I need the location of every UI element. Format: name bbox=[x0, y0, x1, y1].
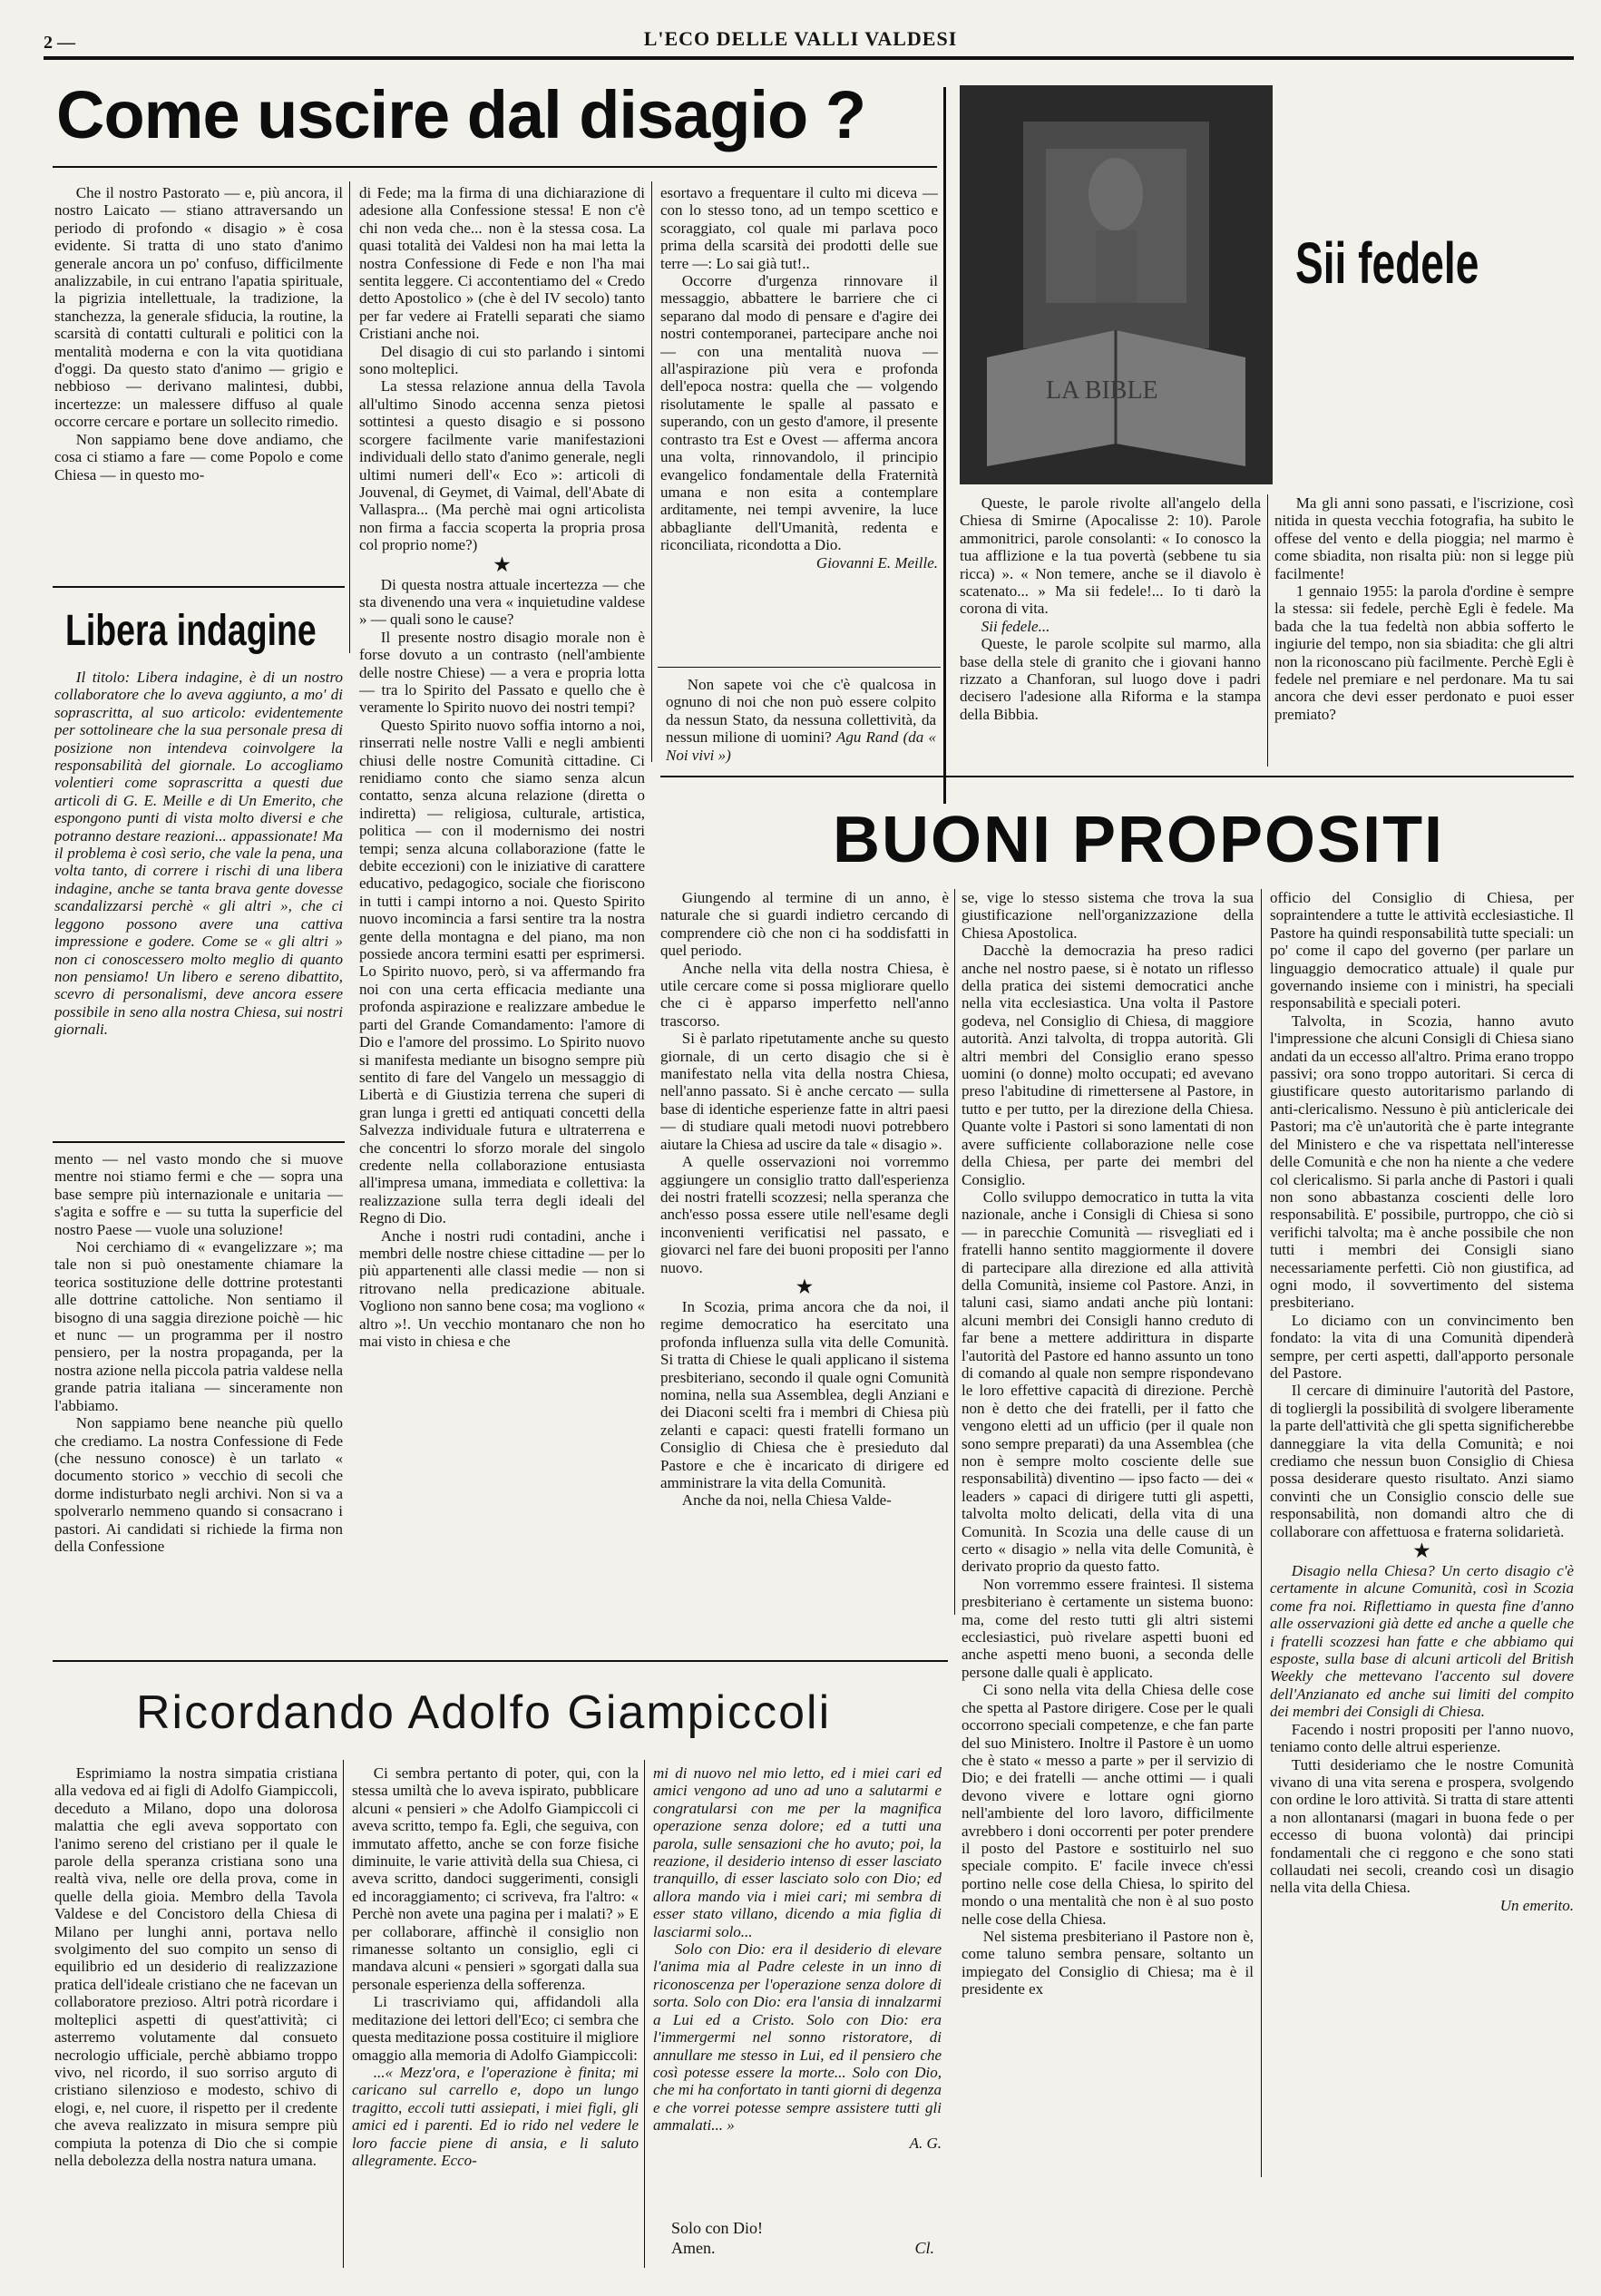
separator-star: ★ bbox=[1413, 1541, 1430, 1562]
buoni-col-1 bbox=[660, 889, 949, 1633]
paragraph: Lo diciamo con un convincimento ben fondato: la vita di una Comunità dipenderà sempre, per certi aspetti, dall'apporto personale del Pastore. bbox=[1270, 1311, 1574, 1382]
quote-box bbox=[666, 676, 936, 767]
paragraph: Tutti desideriamo che le nostre Comunità vivano di una vita serena e prospera, svolgendo con ordine le loro attività. Si tratta di stare attenti a non allontanarsi (magari in buona fede o per eccesso di buona volontà) dai principi fondamentali che ci reggono e che sono stati collaudati nei secoli, creando così un disagio nella vita della Chiesa. bbox=[1270, 1755, 1574, 1897]
quote-text: Non sapete voi che c'è qualcosa in ognuno di noi che non può essere colpito da nessun Stato, da nessuna collettività, da nessun milione di uomini? bbox=[666, 676, 936, 747]
photo-inscription: LA BIBLE bbox=[1046, 376, 1158, 405]
buoni-col-3 bbox=[1270, 889, 1574, 2286]
box-rule bbox=[53, 586, 345, 588]
paragraph: Occorre d'urgenza rinnovare il messaggio, abbattere le barriere che ci separano dal modo di pensare e d'agire dei nostri contemporanei, partecipare anche noi — con una mentalità nuova — all'aspirazione più vera e profonda dell'epoca nostra: quella che — volgendo risolutamente le spalle al passato e superando, con un gesto d'amore, il presente contrasto tra Est e Ovest — afferma ancora una volta, rinnovandolo, il principio evangelico fondamentale della Fraternità umana e non esita a contemplare arditamente, nei tempi avvenire, la luce abbagliante dell'Umanità, redenta e riconciliata, ricondotta a Dio. bbox=[660, 272, 938, 554]
poem-block bbox=[671, 2218, 934, 2258]
paragraph: In Scozia, prima ancora che da noi, il regime democratico ha esercitato una profonda influenza sulla vita delle Comunità. Si tratta di Chiese le quali applicano il sistema presbiteriano, secondo il quale ogni Comunità nomina, nella sua Assemblea, degli Anziani e dei Diaconi scelti fra i membri di Chiesa più zelanti e capaci: questi fratelli formano un Consiglio di Chiesa che è presieduto dal Pastore e che è incaricato di dirigere ed amministrare la vita della Comunità. bbox=[660, 1297, 949, 1491]
separator-star: ★ bbox=[796, 1276, 813, 1297]
paragraph: Queste, le parole scolpite sul marmo, alla base della stele di granito che i giovani hanno rizzato a Chanforan, sul luogo dove i padri decisero l'adesione alla Riforma e la stampa della Bibbia. bbox=[960, 635, 1261, 723]
paragraph: Questo Spirito nuovo soffia intorno a noi, rinserrati nelle nostre Valli e negli ambienti chiusi delle nostre Comunità cittadine. Ci renidiamo conto che siamo senza alcun contatto, senza alcuna relazione (diretta o indiretta) — religiosa, culturale, artistica, politica — con il modernismo dei nostri tempi; senza alcuna collaborazione (fatte le debite eccezioni) con le iniziative di carattere educativo, pedagogico, sociale che fioriscono in tutti i campi intorno a noi. Questo Spirito nuovo incomincia a farsi sentire tra la nostra gente della montagna e del piano, ma non possiede ancora termini esatti per esprimersi. Lo Spirito nuovo, però, si va affermando fra noi con una certa efficacia mediante una profonda aspirazione e realizzare ambedue le parti del Grande Comandamento: l'amore di Dio e l'amore del prossimo. Lo Spirito nuovo si manifesta mediante un bisogno sempre più sentito di fare del Vangelo un messaggio di Libertà e di Giustizia terrena che superi di gran lunga i gretti ed antiquati concetti della Salvezza individuale futura e ultraterrena e che concentri lo sforzo morale del singolo credente nella collaborazione entusiasta all'impresa umana, immediata e collettiva: la realizzazione sulla terra degli ideali del Regno di Dio. bbox=[359, 716, 645, 1227]
paragraph: esortavo a frequentare il culto mi diceva — con lo stesso tono, ad un tempo scettico e scoraggiato, col quale mi parlava poco prima della scarsità dei prodotti delle sue terre —: Lo sai già tut!.. bbox=[660, 184, 938, 272]
paragraph: ...« Mezz'ora, e l'operazione è finita; mi caricano sul carrello e, dopo un lungo tragitto, eccoli tutti assiepati, i miei figli, gli amici ed i parenti. Ed io rido nel vedere le loro faccie piene di ansia, e li saluto allegramente. Ecco- bbox=[352, 2063, 639, 2169]
headline-come-uscire: Come uscire dal disagio ? bbox=[56, 77, 866, 152]
monument-photo bbox=[960, 85, 1273, 484]
headline-sii-fedele: Sii fedele bbox=[1295, 230, 1479, 296]
headline-buoni-propositi: BUONI PROPOSITI bbox=[833, 804, 1445, 876]
giampiccoli-col-3 bbox=[653, 1764, 942, 2168]
poem-line: Solo con Dio! bbox=[671, 2219, 763, 2237]
headline-rule bbox=[53, 166, 937, 168]
box-rule bbox=[53, 1141, 345, 1143]
paragraph: Ma gli anni sono passati, e l'iscrizione, così nitida in questa vecchia fotografia, ha subito le offese del vento e della pioggia; nel marmo è come sbiadita, non risalta più: non si legge più facilmente! bbox=[1274, 494, 1574, 582]
paragraph: Non sappiamo bene neanche più quello che crediamo. La nostra Confessione di Fede (che nessuno conosce) è un tarlato « documento storico » vecchio di secoli che dorme indisturbato negli archivi. Non si va a spolverarlo nemmeno quando si consacrano i pastori. Ai candidati si richiede la firma non della Confessione bbox=[54, 1414, 343, 1555]
newspaper-title: L'ECO DELLE VALLI VALDESI bbox=[643, 27, 958, 50]
quote-author: Agu Rand (da « Noi vivi ») bbox=[666, 728, 936, 764]
headline-libera-indagine: Libera indagine bbox=[65, 607, 317, 655]
paragraph: Disagio nella Chiesa? Un certo disagio c'è certamente in alcune Comunità, così in Scozia come fra noi. Riflettiamo in questa fine d'anno alle osservazioni già dette ed anche a quelle che i fratelli scozzesi han fatte e che abbiamo qui esposte, sulla base di alcuni articoli del British Weekly che mettevano l'accento sul dovere dell'Anzianato ed anche sui limiti del compito dei membri dei Consigli di Chiesa. bbox=[1270, 1562, 1574, 1721]
giampiccoli-col-1 bbox=[54, 1764, 337, 2268]
col-rule bbox=[644, 1760, 645, 2268]
paragraph: di Fede; ma la firma di una dichiarazione di adesione alla Confessione stessa! E non c'è chi non veda che... non è la stessa cosa. La quasi totalità dei Valdesi non ha mai letta la nostra Confessione di Fede e non l'ha mai sentita leggere. Ci accontentiamo del « Credo detto Apostolico » (che è del IV secolo) tanto per far vedere ai Fratelli separati che siamo Cristiani anche noi. bbox=[359, 184, 645, 343]
paragraph: Collo sviluppo democratico in tutta la vita nazionale, anche i Consigli di Chiesa si sono — in parecchie Comunità — risvegliati ed i fratelli hanno sentito maggiormente il dovere di partecipare alla direzione ed alla attività della Comunità, insieme col Pastore. Anzi, in taluni casi, siamo andati anche più lontani: alcuni membri dei Consigli hanno creduto di far bene a mettere addirittura in disparte l'autorità del Pastore ed hanno assunto un tono di comando al quale non sempre rispondevano le loro effettive capacità di direzione. Perchè non è detto che dei fratelli, per il fatto che vengono eletti ad un ufficio (per il quale non sono sempre preparati) da una Assemblea (che non è sempre molto cosciente delle sue responsabilità) diventino — ipso facto — dei « leaders » capaci di dirigere tutti gli aspetti, talvolta molto delicati, della vita di una Comunità. In Scozia una delle cause di un certo « disagio » nella vita delle Comunità, è derivato proprio da questo fatto. bbox=[962, 1187, 1254, 1576]
libera-indagine-text bbox=[54, 669, 343, 1122]
monument-image bbox=[960, 85, 1273, 484]
paragraph: Anche i nostri rudi contadini, anche i membri delle nostre chiese cittadine — per lo più appartenenti alle classi medie — non si ritrovano nella predicazione abituale. Vogliono non sanno bene cosa; ma vogliono « altro »!. Un vecchio montanaro che non ho mai visto in chiesa e che bbox=[359, 1226, 645, 1350]
paragraph: A quelle osservazioni noi vorremmo aggiungere un consiglio tratto dall'esperienza dei nostri fratelli scozzesi; nella speranza che anch'esso possa essere utile nell'esame degli inconvenienti verificatisi nel passato, e giovarci nel fare dei buoni propositi per l'anno nuovo. bbox=[660, 1153, 949, 1276]
poem-last-line bbox=[671, 2238, 934, 2258]
paragraph: Sii fedele... bbox=[981, 617, 1050, 635]
paragraph: Anche nella vita della nostra Chiesa, è utile cercare come si possa migliorare quello che ci è apparso imperfetto nell'anno trascorso. bbox=[660, 959, 949, 1030]
box-rule bbox=[658, 667, 941, 668]
article-col-1 bbox=[54, 184, 343, 574]
paragraph: Anche da noi, nella Chiesa Valde- bbox=[681, 1491, 892, 1509]
article-col-2 bbox=[359, 184, 645, 1654]
headline-giampiccoli: Ricordando Adolfo Giampiccoli bbox=[136, 1686, 832, 1739]
author-signature: Giovanni E. Meille. bbox=[815, 553, 938, 572]
col-rule bbox=[954, 889, 955, 1615]
paragraph: Del disagio di cui sto parlando i sintomi sono molteplici. bbox=[359, 342, 645, 378]
paragraph: Di questa nostra attuale incertezza — che sta divenendo una vera « inquietudine valdese » — quali sono le cause? bbox=[359, 575, 645, 629]
paragraph: La stessa relazione annua della Tavola all'ultimo Sinodo accenna senza pietosi sottintesi a questo disagio e si possono scorgere facilmente varie manifestazioni individuali dello stato d'animo generale, negli ultimi numeri dell'« Eco »: articoli di Jouvenal, di Geymet, di Vaimal, dell'Abate di Vallaspra... (Ma perchè mai ogni articolista non firma a faccia scoperta la propria prosa col proprio nome?) bbox=[359, 377, 645, 554]
col-rule bbox=[943, 87, 946, 804]
buoni-col-2 bbox=[962, 889, 1254, 2286]
paragraph: mento — nel vasto mondo che si muove mentre noi stiamo fermi e che — sopra una base sempre più internazionale e unitaria — s'agita e soffre e — su tutta la superficie del nostro Paese — vuole una soluzione! bbox=[54, 1150, 343, 1238]
article-col-1-continued bbox=[54, 1150, 343, 1654]
paragraph: Non vorremmo essere fraintesi. Il sistema presbiteriano è certamente un sistema buono: ma, come del resto tutti gli altri sistemi ecclesiastici, può rivelare aspetti buoni ed anche aspetti meno buoni, a seconda delle persone dalle quali è applicato. bbox=[962, 1575, 1254, 1681]
poem-signature: Cl. bbox=[914, 2239, 934, 2257]
section-rule bbox=[53, 1660, 948, 1662]
paragraph: mi di nuovo nel mio letto, ed i miei cari ed amici vengono ad uno ad uno a salutarmi e congratularsi con me per la magnifica operazione senza dolore; ed a tutti una parola, sulle sensazioni che ho avuto; poi, la reazione, il desiderio intenso di esser lasciato tranquillo, di esser lasciato solo con Dio; ed allora mando via i miei cari; mi sembra di esser stato villano, dicendo a mia figlia di lasciarmi solo... bbox=[653, 1764, 942, 1940]
paragraph: Solo con Dio: era il desiderio di elevare l'anima mia al Padre celeste in un inno di riconoscenza per l'operazione senza dolore di sorta. Solo con Dio: era l'ansia di innalzarmi a Lui ed a Cristo. Solo con Dio: era l'immergermi nel sonno ristoratore, di annullare me stesso in Lui, ed il pensiero che così potesse essere la morte... Solo con Dio, che mi ha confortato in tanti giorni di degenza e che vorrei potesse sempre assistere tutti gli ammalati... » bbox=[653, 1940, 942, 2135]
author-signature: A. G. bbox=[909, 2134, 942, 2152]
giampiccoli-col-2 bbox=[352, 1764, 639, 2268]
separator-star: ★ bbox=[493, 554, 511, 575]
paragraph: Non sappiamo bene dove andiamo, che cosa ci stiamo a fare — come Popolo e come Chiesa — in questo mo- bbox=[54, 430, 343, 484]
paragraph: se, vige lo stesso sistema che trova la sua giustificazione nell'organizzazione della Chiesa Apostolica. bbox=[962, 889, 1254, 942]
col-rule bbox=[1267, 494, 1268, 767]
paragraph: officio del Consiglio di Chiesa, per sopraintendere a tutte le attività ecclesiastiche. Il Pastore ha quindi responsabilità tutte speciali: un po' come il capo del governo (per parlare un linguaggio democratico attuale) il quale pur governando insieme con i ministri, ha speciali responsabilità e speciali poteri. bbox=[1270, 889, 1574, 1012]
paragraph: Il presente nostro disagio morale non è forse dovuto a un contrasto (nell'ambiente delle nostre Chiese) — a vera e propria lotta — tra lo Spirito del Passato e quello che è veramente lo Spirito nuovo dei nostri tempi? bbox=[359, 628, 645, 717]
sii-fedele-col-2 bbox=[1274, 494, 1574, 767]
header-rule bbox=[44, 56, 1574, 60]
col-rule bbox=[651, 181, 652, 762]
col-rule bbox=[349, 181, 350, 653]
paragraph: Il titolo: Libera indagine, è di un nostro collaboratore che lo aveva aggiunto, a mo' di soprascritta, al suo articolo: evidentemente per sottolineare che la sua personale presa di posizione non intendeva coinvolgere la responsabilità del giornale. Lo accogliamo volentieri come soprascritta a questi due articoli di G. E. Meille e di Un Emerito, che espongono punti di vista molto diversi e che potranno destare reazioni... appassionate! Ma il problema è così serio, che vale la pena, una volta tanto, di correre i rischi di una libera indagine, anche se tanta brava gente dovesse scandalizzarsi perchè « gli altri », che ci leggono possono avere una cattiva impressione e godere. Come se « gli altri » non ci conoscessero molto meglio di quanto non pensiamo! Un libero e sereno dibattito, scevro di personalismi, deve ancora essere possibile in seno alla nostra Chiesa, sui nostri giornali. bbox=[54, 669, 343, 1039]
paragraph: Queste, le parole rivolte all'angelo della Chiesa di Smirne (Apocalisse 2: 10). Parole ammonitrici, parole consolanti: « Io conosco la tua afflizione e la tua povertà (sebbene tu sia ricca) ». « Non temere, anche se il diavolo è scatenato... » Ma sii fedele!... Io ti darò la corona di vita. bbox=[960, 494, 1261, 618]
paragraph: Li trascriviamo qui, affidandoli alla meditazione dei lettori dell'Eco; ci sembra che questa meditazione possa costituire il migliore omaggio alla memoria di Adolfo Giampiccoli: bbox=[352, 1993, 639, 2064]
paragraph: Giungendo al termine di un anno, è naturale che si guardi indietro cercando di comprendere ciò che non ci ha soddisfatti in quel periodo. bbox=[660, 889, 949, 960]
paragraph: Che il nostro Pastorato — e, più ancora, il nostro Laicato — stiano attraversando un periodo di profondo « disagio » è cosa evidente. Si tratta di uno stato d'animo generale ancora un po' confuso, difficilmente analizzabile, in cui entrano l'apatia spirituale, la pigrizia intellettuale, la tradizione, la stanchezza, la generale sfiducia, la routine, la scarsità di contatti culturali e politici con la mentalità moderna e con la vita quotidiana d'oggi. Da questo stato d'animo — grigio e nebbioso — derivano malintesi, dubbi, incertezze: un malessere diffuso al quale occorre cercare e portare un sollecito rimedio. bbox=[54, 184, 343, 431]
author-signature: Un emerito. bbox=[1499, 1896, 1574, 1914]
page-number: 2 — bbox=[44, 33, 75, 53]
paragraph: Ci sembra pertanto di poter, qui, con la stessa umiltà che lo aveva ispirato, pubblicare alcuni « pensieri » che Adolfo Giampiccoli ci aveva scritto, tempo fa. Egli, che seguiva, con immutato affetto, anche se con forze fisiche diminuite, le varie attività della sua Chiesa, ci aveva scritto, dandoci suggerimenti, consigli ed incoraggiamento; ci scriveva, fra l'altro: « Perchè non avete una pagina per i malati? » E per collaborare, affinchè il consiglio non rimanesse soltanto un consiglio, egli ci mandava alcuni « pensieri » sgorgati dalla sua personale esperienza della sofferenza. bbox=[352, 1764, 639, 1993]
paragraph bbox=[666, 676, 936, 764]
paragraph: Facendo i nostri propositi per l'anno nuovo, teniamo conto delle altrui esperienze. bbox=[1270, 1720, 1574, 1756]
article-col-3 bbox=[660, 184, 938, 679]
paragraph: 1 gennaio 1955: la parola d'ordine è sempre la stessa: sii fedele, perchè Egli è fedele. Ma bada che la tua fedeltà non abbia sofferto le ingiurie del tempo, non sia sbiadita: che gli altri non la riconoscano più facilmente. Perchè Egli è fedele nel premiare e nel perdonare. Ma tu sai ancora che devi esser perdonato e puoi esser premiato? bbox=[1274, 582, 1574, 723]
paragraph: Il cercare di diminuire l'autorità del Pastore, di togliergli la possibilità di svolgere liberamente la parte dell'attività che gli spetta significherebbe danneggiare la vita della Comunità; e noi crediamo che nessun buon Consiglio di Chiesa possa desiderare questo risultato. Anzi siamo convinti che un Consiglio conscio delle sue responsabilità, non domandi altro che di collaborare con affettuosa e fraterna solidarietà. bbox=[1270, 1382, 1574, 1540]
paragraph: Si è parlato ripetutamente anche su questo giornale, di un certo disagio che si è manifestato nella vita della nostra Chiesa, nell'anno passato. Si è anche cercato — sulla base di identiche esperienze fatte in altri paesi — di studiare quali metodi nuovi potrebbero aiutare la Chiesa ad uscire da tale « disagio ». bbox=[660, 1030, 949, 1153]
paragraph: Talvolta, in Scozia, hanno avuto l'impressione che alcuni Consigli di Chiesa siano andati da un eccesso all'altro. Prima erano troppo passivi; ora sono troppo autoritari. Si cerca di giustificare questo autoritarismo parlando di anti-clericalismo. Nessuno è più anticlericale dei Pastori; ma c'è un'autorità che è parte integrante del Ministero e che va rispettata nell'interesse delle Comunità e che non ha niente a che vedere col clericalismo. Si parla anche di Pastori i quali non sono abbastanza coscienti delle loro responsabilità. E' possibile, purtroppo, che ciò si verifichi talvolta; ma è anche possibile che non tutti i membri dei Consigli siano necessariamente perfetti. Ciò non giustifica, ad ogni modo, il sovvertimento del sistema presbiteriano. bbox=[1270, 1011, 1574, 1312]
paragraph: Esprimiamo la nostra simpatia cristiana alla vedova ed ai figli di Adolfo Giampiccoli, deceduto a Milano, dopo una dolorosa malattia che egli aveva sopportato con l'animo sereno del cristiano per il quale le parole della speranza cristiana sono una realtà viva, nelle ore della prova, come in quelle della gioia. Membro della Tavola Valdese e del Concistoro della Chiesa di Milano per lunghi anni, portava nello svolgimento del suo compito un senso di equilibrio ed un desiderio di realizzazione pratica dell'ideale cristiano che ne facevan un collaboratore prezioso. Altri potrà ricordare i molteplici aspetti di quest'attività; ci asterremo volutamente dal consueto necrologio ufficiale, perchè abbiamo troppo vivo, nel ricordo, il suo sorriso arguto di cristiano silenzioso e modesto, schivo di elogi, e, nel cuore, il rispetto per il credente che aveva realizzato in misura sempre più compiuta la potenza di Dio che si compie nella debolezza della nostra natura umana. bbox=[54, 1764, 337, 2169]
section-rule bbox=[660, 776, 1574, 777]
paragraph: Nel sistema presbiteriano il Pastore non è, come taluno sembra pensare, soltanto un impiegato del Consiglio di Chiesa; ma è il presidente ex bbox=[962, 1927, 1254, 1998]
col-rule bbox=[1261, 889, 1262, 2177]
poem-line: Amen. bbox=[671, 2239, 716, 2257]
paragraph: Ci sono nella vita della Chiesa delle cose che spetta al Pastore dirigere. Cose per le quali occorrono speciali competenze, e che fan parte del suo Ministero. Inoltre il Pastore è un uomo che è stato « messo a parte » per il servizio di Dio; e dei fratelli — anche ottimi — i quali devono vivere e lottare ogni giorno nell'ambiente del loro lavoro, difficilmente avrebbero i doni occorrenti per poter prendere il posto del Pastore e sostituirlo nel suo speciale compito. E' facile invece ch'essi portino nelle cose della Chiesa, lo spirito del mondo o una mentalità che non è al suo posto nelle cose della Chiesa. bbox=[962, 1681, 1254, 1928]
paragraph: Dacchè la democrazia ha preso radici anche nel nostro paese, si è notato un riflesso della pratica dei sistemi democratici anche nella vita ecclesiastica. Una volta il Pastore godeva, nel Consiglio di Chiesa, di maggiore autorità. Anzi talvolta, di troppa autorità. Gli altri membri del Consiglio erano spesso uomini (o donne) molto occupati; ed avevano preso l'abitudine di rimettersene al Pastore, in tutto e per tutto, per la direzione della Chiesa. Quante volte i Pastori si sono lamentati di non avere sufficiente collaborazione nelle cose della Chiesa, per parte dei membri del Consiglio. bbox=[962, 942, 1254, 1188]
col-rule bbox=[343, 1760, 344, 2268]
sii-fedele-col-1 bbox=[960, 494, 1261, 767]
paragraph: Noi cerchiamo di « evangelizzare »; ma tale non si può onestamente chiamare la teorica sostituzione delle dottrine protestanti alle dottrine cattoliche. Non sentiamo il bisogno di una saggia direzione poichè — hic et nunc — un programma per il nostro pensiero, per la nostra propaganda, per la nostra azione nella piccola patria valdese nella grande patria italiana — sinceramente non l'abbiamo. bbox=[54, 1238, 343, 1414]
